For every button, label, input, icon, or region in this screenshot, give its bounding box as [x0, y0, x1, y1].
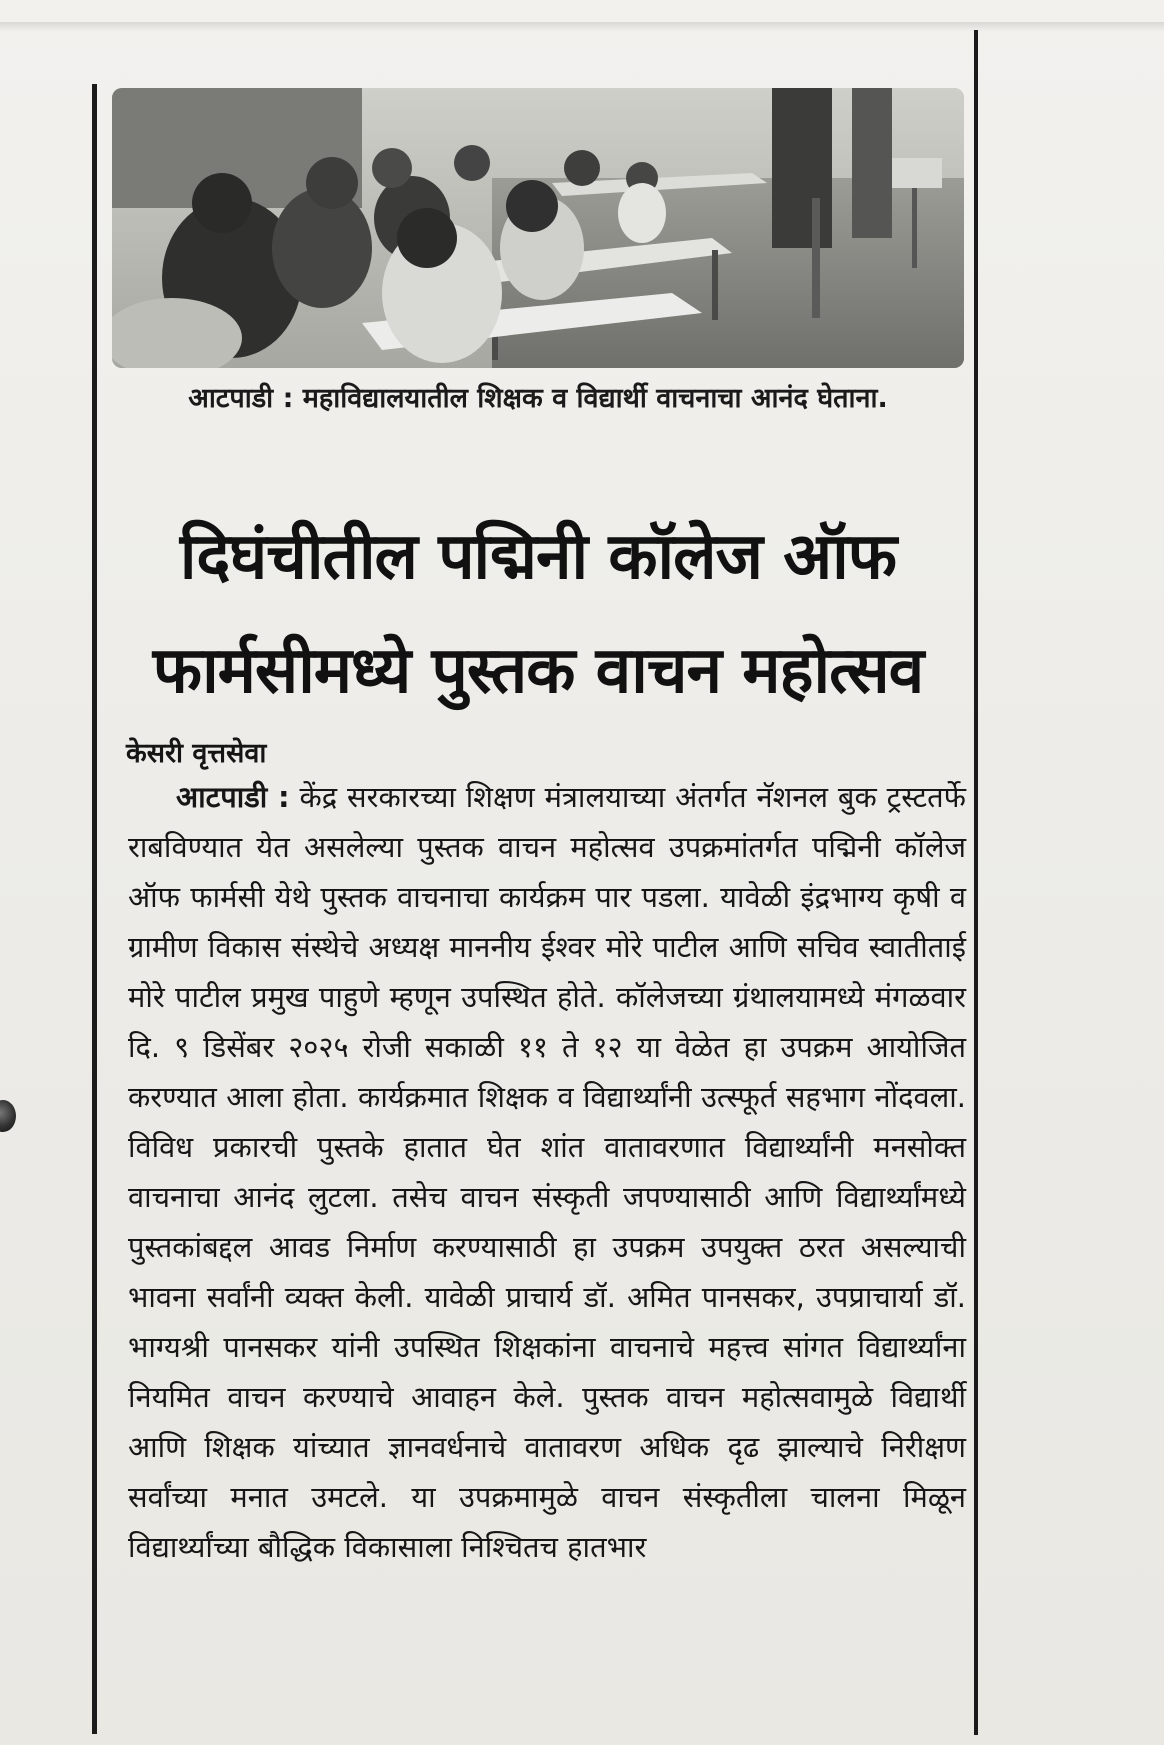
column-rule-left [92, 84, 97, 1734]
page-fold-shadow [0, 22, 1164, 32]
news-service-byline: केसरी वृत्तसेवा [126, 738, 267, 769]
classroom-photo-illustration [112, 88, 964, 368]
column-rule-right [974, 30, 978, 1735]
article-paragraph: केंद्र सरकारच्या शिक्षण मंत्रालयाच्या अंतर्गत नॅशनल बुक ट्रस्टतर्फे राबविण्यात येत असलेल्या पुस्तक वाचन महोत्सव उपक्रमांतर्गत पद्मिनी कॉलेज ऑफ फार्मसी येथे पुस्तक वाचनाचा कार्यक्रम पार पडला. यावेळी इंद्रभाग्य कृषी व ग्रामीण विकास संस्थेचे अध्यक्ष माननीय ईश्वर मोरे पाटील आणि सचिव स्वातीताई मोरे पाटील प्रमुख पाहुणे म्हणून उपस्थित होते. कॉलेजच्या ग्रंथालयामध्ये मंगळवार दि. ९ डिसेंबर २०२५ रोजी सकाळी ११ ते १२ या वेळेत हा उपक्रम आयोजित करण्यात आला होता. कार्यक्रमात शिक्षक व विद्यार्थ्यांनी उत्स्फूर्त सहभाग नोंदवला. विविध प्रकारची पुस्तके हातात घेत शांत वातावरणात विद्यार्थ्यांनी मनसोक्त वाचनाचा आनंद लुटला. तसेच वाचन संस्कृती जपण्यासाठी आणि विद्यार्थ्यांमध्ये पुस्तकांबद्दल आवड निर्माण करण्यासाठी हा उपक्रम उपयुक्त ठरत असल्याची भावना सर्वांनी व्यक्त केली. यावेळी प्राचार्य डॉ. अमित पानसकर, उपप्राचार्या डॉ. भाग्यश्री पानसकर यांनी उपस्थित शिक्षकांना वाचनाचे महत्त्व सांगत विद्यार्थ्यांना नियमित वाचन करण्याचे आवाहन केले. पुस्तक वाचन महोत्सवामुळे विद्यार्थी आणि शिक्षक यांच्यात ज्ञानवर्धनाचे वातावरण अधिक दृढ झाल्याचे निरीक्षण सर्वांच्या मनात उमटले. या उपक्रमामुळे वाचन संस्कृतीला चालना मिळून विद्यार्थ्यांच्या बौद्धिक विकासाला निश्चितच हातभार [128, 780, 966, 1564]
classroom-photo [112, 88, 964, 368]
dateline-place: आटपाडी : [176, 780, 290, 814]
article-body [128, 772, 966, 1572]
photo-caption: आटपाडी : महाविद्यालयातील शिक्षक व विद्यार्थी वाचनाचा आनंद घेताना. [188, 383, 888, 414]
binder-hole-icon [0, 1100, 16, 1132]
article-headline: दिघंचीतील पद्मिनी कॉलेज ऑफ फार्मसीमध्ये पुस्तक वाचन महोत्सव [152, 520, 924, 708]
